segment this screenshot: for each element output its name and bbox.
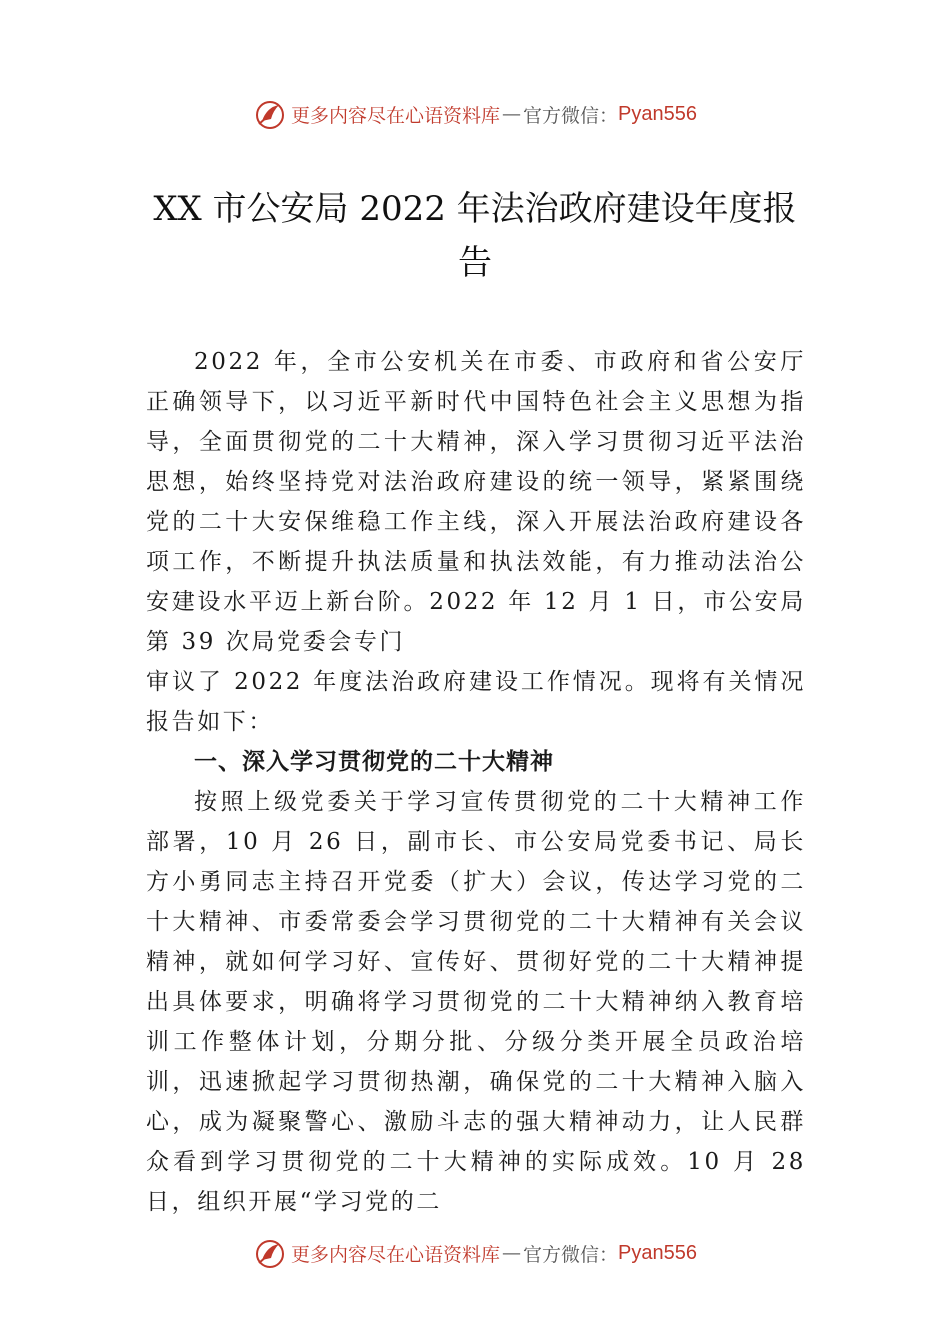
watermark-banner-bottom [0, 1233, 950, 1273]
banner-wechat-id: Pyan556 [618, 1241, 697, 1264]
banner-wechat-id: Pyan556 [618, 102, 697, 125]
banner-separator: — [502, 1242, 522, 1264]
banner-brand-text: 更多内容尽在心语资料库 [291, 1243, 501, 1266]
banner-wechat-label: 官方微信： [523, 104, 619, 127]
document-body [146, 342, 806, 1222]
banner-brand-text: 更多内容尽在心语资料库 [291, 104, 501, 127]
paragraph-intro: 2022 年，全市公安机关在市委、市政府和省公安厅正确领导下，以习近平新时代中国特色社会主义思想为指导，全面贯彻党的二十大精神，深入学习贯彻习近平法治思想，始终坚持党对法治政府建设的统一领导，紧紧围绕党的二十大安保维稳工作主线，深入开展法治政府建设各项工作，不断提升执法质量和执法效能，有力推动法治公安建设水平迈上新台阶。2022 年 12 月 1 日，市公安局第 39 次局党委会专门 [146, 349, 806, 655]
document-title: XX 市公安局 2022 年法治政府建设年度报告 [153, 189, 797, 283]
banner-wechat-label: 官方微信： [523, 1243, 619, 1266]
paragraph-section-1: 按照上级党委关于学习宣传贯彻党的二十大精神工作部署，10 月 26 日，副市长、市公安局党委书记、局长方小勇同志主持召开党委（扩大）会议，传达学习党的二十大精神、市委常委会学习贯彻党的二十大精神有关会议精神，就如何学习好、宣传好、贯彻好党的二十大精神提出具体要求，明确将学习贯彻党的二十大精神纳入教育培训工作整体计划，分期分批、分级分类开展全员政治培训，迅速掀起学习贯彻热潮，确保党的二十大精神入脑入心，成为凝聚警心、激励斗志的强大精神动力，让人民群众看到学习贯彻党的二十大精神的实际成效。10 月 28 日，组织开展“学习党的二 [146, 789, 806, 1215]
section-heading-1: 一、深入学习贯彻党的二十大精神 [194, 749, 554, 775]
banner-separator: — [502, 103, 522, 125]
paragraph-intro-continued: 审议了 2022 年度法治政府建设工作情况。现将有关情况报告如下： [146, 669, 806, 735]
brand-logo-icon [253, 1236, 287, 1270]
brand-logo-icon [253, 97, 287, 131]
watermark-banner-top [0, 94, 950, 134]
